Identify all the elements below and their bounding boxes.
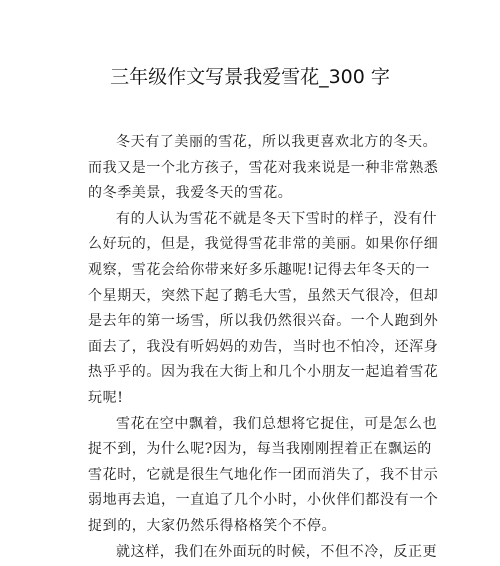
paragraph-2 (88, 207, 439, 412)
text-line: 热乎乎的。因为我在大街上和几个小朋友一起追着雪花 (88, 364, 439, 381)
text-line: 而我又是一个北方孩子，雪花对我来说是一种非常熟悉 (88, 159, 439, 176)
text-line: 有的人认为雪花不就是冬天下雪时的样子，没有什 (116, 210, 438, 227)
text-line: 的冬季美景，我爱冬天的雪花。 (88, 185, 293, 202)
text-line: 个星期天，突然下起了鹅毛大雪，虽然天气很冷，但却 (88, 287, 439, 304)
text-line: 冬天有了美丽的雪花，所以我更喜欢北方的冬天。 (116, 134, 438, 150)
text-line: 面去了，我没有听妈妈的劝告，当时也不怕冷，还浑身 (88, 338, 439, 355)
document-title: 三年级作文写景我爱雪花_300 字 (110, 66, 390, 88)
paragraph-4 (88, 540, 438, 566)
document-body (88, 130, 439, 565)
text-line: 观察，雪花会给你带来好多乐趣呢!记得去年冬天的一 (88, 261, 431, 278)
text-line: 捉到的，大家仍然乐得格格笑个不停。 (88, 517, 337, 534)
paragraph-3 (88, 412, 439, 540)
text-line: 弱地再去追，一直追了几个小时，小伙伴们都没有一个 (88, 492, 439, 509)
text-line: 玩呢! (88, 389, 124, 406)
text-line: 雪花在空中飘着，我们总想将它捉住，可是怎么也 (116, 415, 438, 432)
text-line: 雪花时，它就是很生气地化作一团而消失了，我不甘示 (88, 466, 439, 483)
paragraph-1 (88, 130, 439, 207)
text-line: 就这样，我们在外面玩的时候，不但不冷，反正更 (116, 543, 438, 560)
text-line: 捉不到，为什么呢?因为，每当我刚刚捏着正在飘运的 (88, 441, 432, 458)
text-line: 是去年的第一场雪，所以我仍然很兴奋。一个人跑到外 (88, 313, 439, 330)
text-line: 么好玩的，但是，我觉得雪花非常的美丽。如果你仔细 (88, 236, 439, 253)
